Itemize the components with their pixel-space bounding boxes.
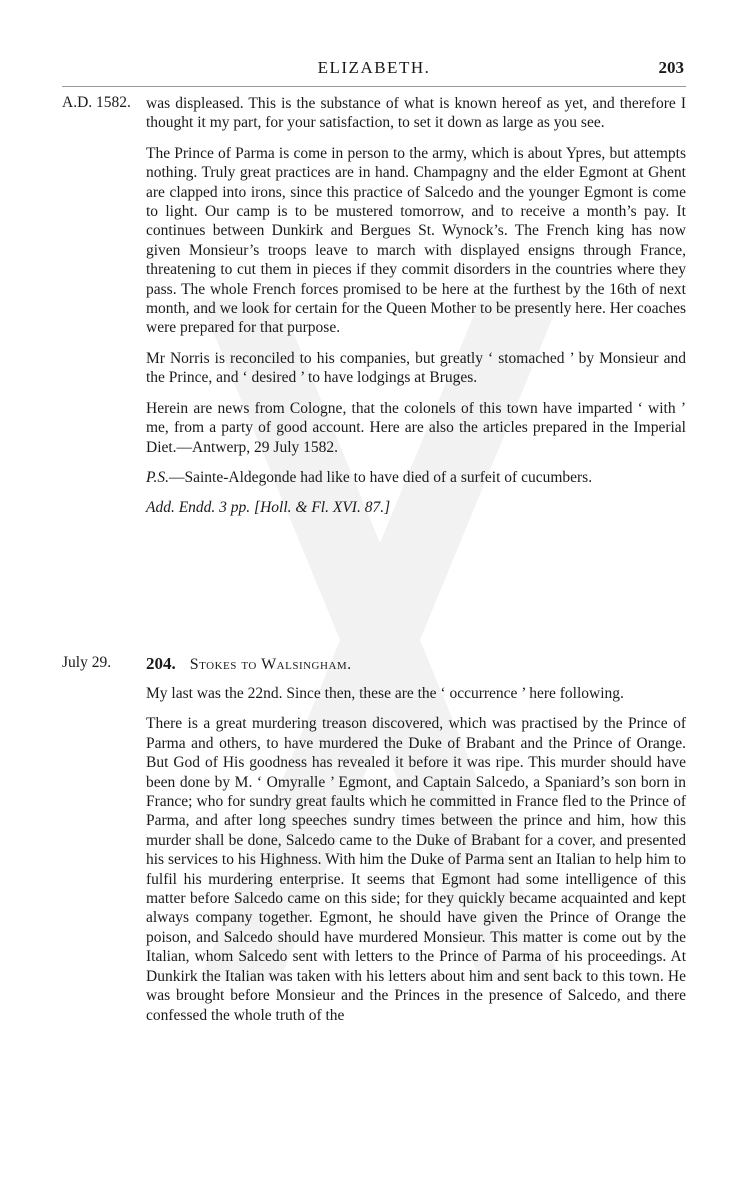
header-rule bbox=[62, 86, 686, 87]
postscript bbox=[146, 468, 686, 487]
margin-date: July 29. bbox=[62, 654, 112, 671]
paragraph: was displeased. This is the substance of what is known hereof as yet, and therefore I thought it my part, for your satisfaction, to set it down as large as you see. bbox=[146, 95, 686, 132]
entry-number: 204. bbox=[146, 654, 176, 673]
entry-heading bbox=[146, 654, 352, 674]
letter-203-body bbox=[146, 94, 686, 529]
page-header bbox=[0, 56, 748, 80]
entry-title: Stokes to Walsingham. bbox=[189, 656, 352, 673]
margin-year: A.D. 1582. bbox=[62, 94, 131, 111]
paragraph: There is a great murdering treason discovered, which was practised by the Prince of Parma and others, to have murdered the Duke of Brabant and the Prince of Orange. But God of His goodness has revealed it before it was ripe. This murder should have been done by M. ‘ Omyralle ’ Egmont, and Captain Salcedo, a Spaniard’s son born in France; who for sundry great faults which he committed in France fled to the Prince of Parma, and after long speeches sundry times between the prince and him, how this murder shall be done, Salcedo came to the Duke of Brabant for a cover, and presented his services to his Highness. With him the Duke of Parma sent an Italian to help him to fulfil his murdering enterprise. It seems that Egmont had some intelligence of this matter before Salcedo came on this side; for they quickly became acquainted and kept always company together. Egmont, he should have given the Prince of Orange the poison, and Salcedo should have murdered Monsieur. This matter is come out by the Italian, whom Salcedo sent with letters to the Prince of Parma of his proceedings. At Dunkirk the Italian was taken with his letters about him and sent back to this town. He was brought before Monsieur and the Princes in the presence of Salcedo, and there confessed the whole truth of the bbox=[146, 715, 686, 1024]
paragraph: Mr Norris is reconciled to his companies, but greatly ‘ stomached ’ by Monsieur and the Prince, and ‘ desired ’ to have lodgings at Bruges. bbox=[146, 349, 686, 387]
entry-204-body bbox=[146, 684, 686, 1036]
endorsement: Add. Endd. 3 pp. [Holl. & Fl. XVI. 87.] bbox=[146, 499, 391, 517]
page-number: 203 bbox=[658, 58, 684, 77]
running-title: ELIZABETH. bbox=[317, 58, 431, 77]
ps-text: —Sainte-Aldegonde had like to have died of a surfeit of cucumbers. bbox=[168, 468, 593, 486]
ps-label: P.S. bbox=[146, 468, 169, 486]
paragraph: Herein are news from Cologne, that the colonels of this town have imparted ‘ with ’ me, from a party of good account. Here are also the articles prepared in the Imperial Diet.—Antwerp, 29 July 1582. bbox=[146, 399, 686, 456]
paragraph: The Prince of Parma is come in person to the army, which is about Ypres, but attempts nothing. Truly great practices are in hand. Champagny and the elder Egmont at Ghent are clapped into irons, since this practice of Salcedo and the younger Egmont is come to light. Our camp is to be mustered tomorrow, and to receive a month’s pay. It continues between Dunkirk and Bergues St. Wynock’s. The French king has now given Monsieur’s troops leave to march with displayed ensigns through France, threatening to cut them in pieces if they commit disorders in the countries where they pass. The whole French forces promised to be here at the furthest by the 16th of next month, and we look for certain for the Queen Mother to be presently here. Her coaches were prepared for that purpose. bbox=[146, 144, 686, 337]
paragraph: My last was the 22nd. Since then, these are the ‘ occurrence ’ here following. bbox=[146, 685, 624, 702]
